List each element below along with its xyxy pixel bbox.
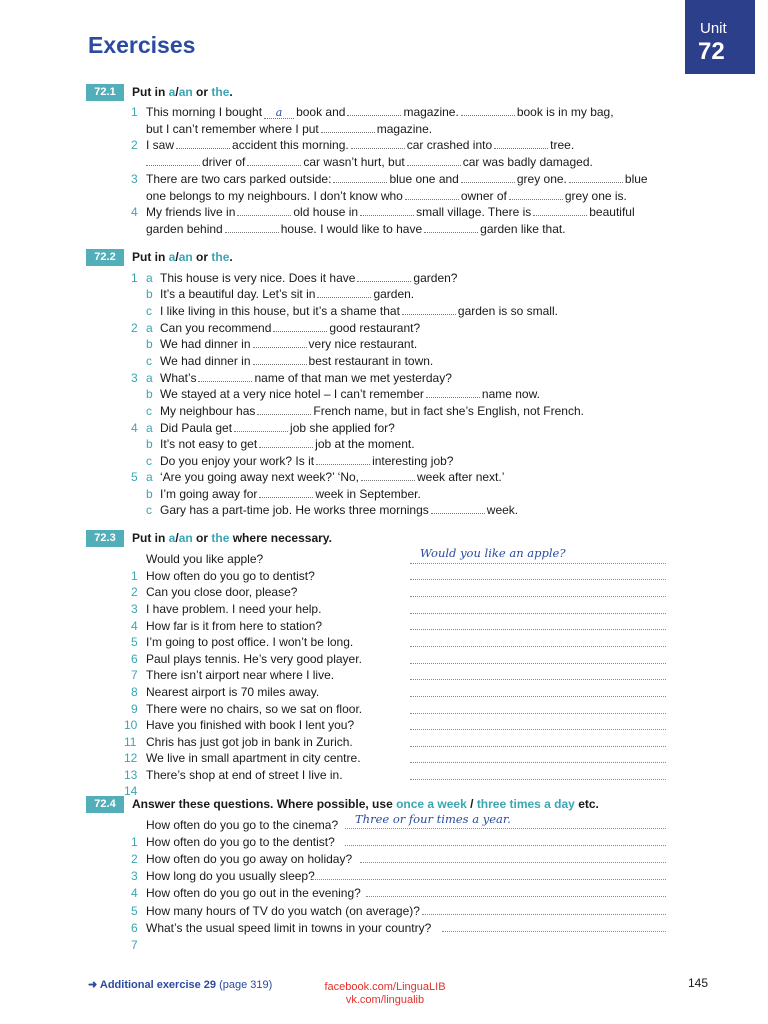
answer-line[interactable] <box>410 633 666 647</box>
exercise-line <box>146 172 648 187</box>
answer-blank[interactable] <box>333 172 387 183</box>
item-letter: b <box>146 437 153 451</box>
question-text: What’s the usual speed limit in towns in your country? <box>146 921 432 935</box>
line-text: very nice restaurant. <box>308 337 418 351</box>
answer-blank[interactable] <box>253 337 307 348</box>
facebook-link[interactable]: facebook.com/LinguaLIB <box>324 981 446 993</box>
question-text: Can you close door, please? <box>146 585 298 599</box>
line-text: garden? <box>413 271 458 285</box>
line-text: Can you recommend <box>160 321 272 335</box>
unit-number: 72 <box>698 38 725 65</box>
line-text: It’s a beautiful day. Let’s sit in <box>160 287 316 301</box>
question-text: How often do you go out in the evening? <box>146 886 361 900</box>
line-text: best restaurant in town. <box>308 354 434 368</box>
exercise-line <box>160 487 421 502</box>
line-text: job she applied for? <box>290 421 395 435</box>
answer-line[interactable] <box>360 850 666 863</box>
item-number: 5 <box>131 635 138 649</box>
answer-blank[interactable] <box>351 138 405 149</box>
line-text: garden. <box>373 287 415 301</box>
answer-blank[interactable] <box>494 138 548 149</box>
line-text: book and <box>296 105 346 119</box>
line-text: garden is so small. <box>457 304 558 318</box>
answer-line[interactable] <box>442 919 666 932</box>
line-text: My friends live in <box>146 205 236 219</box>
line-text: I’m going away for <box>160 487 258 501</box>
exercise-line <box>160 404 584 419</box>
answer-blank[interactable] <box>461 105 515 116</box>
answer-blank[interactable] <box>317 287 371 298</box>
line-text: This morning I bought <box>146 105 263 119</box>
answer-blank[interactable] <box>146 155 200 166</box>
heading-text: / <box>175 250 179 264</box>
line-text: blue one and <box>389 172 459 186</box>
heading-text: where necessary. <box>229 531 332 545</box>
item-letter: c <box>146 454 152 468</box>
heading-highlight: an <box>178 250 193 264</box>
item-letter: a <box>146 271 153 285</box>
heading-text: . <box>229 250 233 264</box>
question-text: I’m going to post office. I won’t be long. <box>146 635 354 649</box>
answer-line[interactable] <box>410 733 666 747</box>
answer-blank[interactable] <box>407 155 461 166</box>
answer-blank[interactable]: a <box>264 108 294 119</box>
line-text: job at the moment. <box>315 437 415 451</box>
exercise-heading-72-3 <box>132 531 332 545</box>
line-text: week after next.’ <box>417 470 505 484</box>
heading-highlight: an <box>178 85 193 99</box>
item-number: 4 <box>131 205 138 219</box>
answer-blank[interactable] <box>234 421 288 432</box>
exercise-heading-72-1 <box>132 85 233 99</box>
additional-exercise-link[interactable] <box>88 978 272 991</box>
answer-line[interactable] <box>312 867 666 880</box>
line-text: ‘Are you going away next week?’ ‘No, <box>160 470 359 484</box>
example-question: Would you like apple? <box>146 552 264 566</box>
answer-blank[interactable] <box>361 470 415 481</box>
item-number: 2 <box>131 321 138 335</box>
item-number: 8 <box>131 685 138 699</box>
question-text: Nearest airport is 70 miles away. <box>146 685 320 699</box>
heading-text: . <box>229 85 233 99</box>
answer-blank[interactable] <box>253 354 307 365</box>
line-text: week in September. <box>315 487 421 501</box>
answer-blank[interactable] <box>426 387 480 398</box>
line-text: I like living in this house, but it’s a shame that <box>160 304 400 318</box>
watermark-links <box>300 981 470 1007</box>
exercise-line <box>160 321 420 336</box>
item-number: 13 <box>124 768 138 782</box>
line-text: book is in my bag, <box>516 105 614 119</box>
exercise-line <box>160 470 504 485</box>
item-number: 3 <box>131 602 138 616</box>
heading-text: / <box>175 531 179 545</box>
answer-blank[interactable] <box>569 172 623 183</box>
exercise-line <box>146 105 614 120</box>
answer-line[interactable] <box>345 812 666 829</box>
item-number: 4 <box>131 619 138 633</box>
item-letter: b <box>146 287 153 301</box>
question-text: How often do you go to the dentist? <box>146 835 335 849</box>
heading-text: or <box>192 531 212 545</box>
item-number: 10 <box>124 718 138 732</box>
question-text: We live in small apartment in city centre. <box>146 751 361 765</box>
line-text: magazine. <box>376 122 433 136</box>
item-number: 3 <box>131 172 138 186</box>
example-question: How often do you go to the cinema? <box>146 818 339 832</box>
answer-line[interactable] <box>410 566 666 580</box>
exercise-line <box>160 337 417 352</box>
item-letter: a <box>146 321 153 335</box>
exercise-line <box>160 371 452 386</box>
question-text: How often do you go to dentist? <box>146 569 315 583</box>
exercise-badge-72-1: 72.1 <box>86 84 124 101</box>
answer-line[interactable] <box>410 666 666 680</box>
item-number: 3 <box>131 869 138 883</box>
heading-text: or <box>192 250 212 264</box>
answer-line[interactable] <box>410 616 666 630</box>
answer-blank[interactable] <box>257 404 311 415</box>
answer-blank[interactable] <box>431 503 485 514</box>
line-text: This house is very nice. Does it have <box>160 271 356 285</box>
item-number: 7 <box>131 938 138 952</box>
heading-highlight: an <box>178 531 193 545</box>
answer-blank[interactable] <box>424 222 478 233</box>
heading-highlight: a <box>168 531 176 545</box>
item-letter: c <box>146 503 152 517</box>
question-text: Chris has just got job in bank in Zurich. <box>146 735 353 749</box>
item-number: 7 <box>131 668 138 682</box>
line-text: driver of <box>202 155 246 169</box>
answer-blank[interactable] <box>273 321 327 332</box>
item-number: 14 <box>124 784 138 798</box>
answer-line[interactable] <box>410 546 666 564</box>
line-text: interesting job? <box>372 454 454 468</box>
line-text: Do you enjoy your work? Is it <box>160 454 315 468</box>
item-number: 4 <box>131 886 138 900</box>
exercise-line <box>146 189 627 204</box>
line-text: My neighbour has <box>160 404 256 418</box>
exercise-line <box>146 222 566 237</box>
exercise-badge-72-2: 72.2 <box>86 249 124 266</box>
answer-blank[interactable] <box>347 105 401 116</box>
answer-blank[interactable] <box>405 189 459 200</box>
item-number: 4 <box>131 421 138 435</box>
item-letter: a <box>146 470 153 484</box>
answer-line[interactable] <box>410 766 666 780</box>
answer-blank[interactable] <box>509 189 563 200</box>
item-letter: a <box>146 371 153 385</box>
question-text: How often do you go away on holiday? <box>146 852 353 866</box>
heading-highlight: the <box>211 531 230 545</box>
line-text: grey one is. <box>564 189 627 203</box>
line-text: We had dinner in <box>160 354 251 368</box>
page-title: Exercises <box>88 32 196 58</box>
item-number: 1 <box>131 569 138 583</box>
answer-blank[interactable] <box>533 205 587 216</box>
exercise-badge-72-3: 72.3 <box>86 530 124 547</box>
question-text: How long do you usually sleep? <box>146 869 315 883</box>
heading-text: / <box>175 85 179 99</box>
item-letter: c <box>146 304 152 318</box>
item-number: 12 <box>124 751 138 765</box>
answer-blank[interactable] <box>402 304 456 315</box>
item-letter: b <box>146 487 153 501</box>
line-text: garden behind <box>146 222 223 236</box>
line-text: one belongs to my neighbours. I don’t know who <box>146 189 403 203</box>
line-text: I saw <box>146 138 175 152</box>
example-answer: Would you like an apple? <box>420 546 566 560</box>
exercise-line <box>146 138 574 153</box>
line-text: beautiful <box>589 205 635 219</box>
line-text: There are two cars parked outside: <box>146 172 332 186</box>
page-reference: (page 319) <box>219 979 273 991</box>
exercise-line <box>160 503 518 518</box>
item-number: 6 <box>131 921 138 935</box>
line-text: car was badly damaged. <box>462 155 593 169</box>
exercise-line <box>146 155 593 170</box>
answer-line[interactable] <box>410 650 666 664</box>
line-text: car wasn’t hurt, but <box>303 155 405 169</box>
line-text: Did Paula get <box>160 421 233 435</box>
line-text: good restaurant? <box>329 321 421 335</box>
line-text: We stayed at a very nice hotel – I can’t remember <box>160 387 424 401</box>
exercise-line <box>160 454 453 469</box>
item-number: 3 <box>131 371 138 385</box>
answer-blank[interactable] <box>316 454 370 465</box>
answer-blank[interactable] <box>357 271 411 282</box>
answer-blank[interactable] <box>321 122 375 133</box>
item-number: 11 <box>124 735 137 749</box>
question-text: Paul plays tennis. He’s very good player. <box>146 652 362 666</box>
line-text: house. I would like to have <box>280 222 423 236</box>
line-text: Gary has a part-time job. He works three mornings <box>160 503 429 517</box>
answer-line[interactable] <box>410 600 666 614</box>
line-text: What’s <box>160 371 197 385</box>
item-letter: a <box>146 421 153 435</box>
exercise-line <box>160 287 414 302</box>
question-text: There’s shop at end of street I live in. <box>146 768 343 782</box>
answer-line[interactable] <box>410 683 666 697</box>
question-text: There were no chairs, so we sat on floor. <box>146 702 363 716</box>
line-text: blue <box>624 172 648 186</box>
answer-line[interactable] <box>410 700 666 714</box>
question-text: Have you finished with book I lent you? <box>146 718 355 732</box>
line-text: accident this morning. <box>232 138 349 152</box>
exercise-line <box>146 205 635 220</box>
question-text: How far is it from here to station? <box>146 619 323 633</box>
item-number: 2 <box>131 138 138 152</box>
answer-blank[interactable] <box>225 222 279 233</box>
item-number: 5 <box>131 470 138 484</box>
exercise-badge-72-4: 72.4 <box>86 796 124 813</box>
line-text: tree. <box>550 138 575 152</box>
exercise-line <box>160 304 558 319</box>
line-text: car crashed into <box>406 138 493 152</box>
answer-blank[interactable] <box>259 487 313 498</box>
item-number: 9 <box>131 702 138 716</box>
item-letter: c <box>146 404 152 418</box>
item-number: 6 <box>131 652 138 666</box>
heading-text: / <box>466 797 477 811</box>
answer-line[interactable] <box>410 583 666 597</box>
item-number: 2 <box>131 585 138 599</box>
item-number: 1 <box>131 271 138 285</box>
line-text: It’s not easy to get <box>160 437 258 451</box>
example-answer: Three or four times a year. <box>355 812 511 826</box>
item-number: 5 <box>131 904 138 918</box>
heading-text: Put in <box>132 85 169 99</box>
line-text: magazine. <box>403 105 459 119</box>
item-number: 1 <box>131 835 138 849</box>
unit-label: Unit <box>700 20 727 37</box>
page-number: 145 <box>688 976 709 990</box>
heading-text: Put in <box>132 250 169 264</box>
heading-highlight: once a week <box>396 797 467 811</box>
line-text: old house in <box>293 205 359 219</box>
exercise-line <box>160 437 415 452</box>
heading-highlight: a <box>168 85 176 99</box>
line-text: small village. There is <box>416 205 532 219</box>
heading-text: or <box>192 85 212 99</box>
question-text: I have problem. I need your help. <box>146 602 322 616</box>
answer-line[interactable] <box>422 902 666 915</box>
line-text: but I can’t remember where I put <box>146 122 319 136</box>
answer-blank[interactable] <box>198 371 252 382</box>
heading-highlight: the <box>211 85 230 99</box>
heading-highlight: the <box>211 250 230 264</box>
question-text: How many hours of TV do you watch (on average)? <box>146 904 420 918</box>
heading-text: Answer these questions. Where possible, use <box>132 797 397 811</box>
exercise-line <box>146 122 432 137</box>
item-letter: b <box>146 337 153 351</box>
answer-blank[interactable] <box>176 138 230 149</box>
item-number: 1 <box>131 105 138 119</box>
item-number: 2 <box>131 852 138 866</box>
line-text: garden like that. <box>480 222 566 236</box>
line-text: name of that man we met yesterday? <box>254 371 452 385</box>
heading-highlight: a <box>168 250 176 264</box>
answer-line[interactable] <box>366 884 666 897</box>
answer-line[interactable] <box>410 716 666 730</box>
heading-highlight: three times a day <box>476 797 575 811</box>
exercise-line <box>160 421 395 436</box>
exercise-heading-72-2 <box>132 250 233 264</box>
answer-blank[interactable] <box>259 437 313 448</box>
answer-blank[interactable] <box>247 155 301 166</box>
unit-tab <box>685 0 755 74</box>
heading-text: Put in <box>132 531 169 545</box>
line-text: week. <box>486 503 519 517</box>
line-text: grey one. <box>516 172 567 186</box>
exercise-line <box>160 354 433 369</box>
arrow-icon: ➜ <box>88 979 98 991</box>
question-text: There isn’t airport near where I live. <box>146 668 335 682</box>
answer-blank[interactable] <box>461 172 515 183</box>
line-text: We had dinner in <box>160 337 251 351</box>
item-letter: c <box>146 354 152 368</box>
line-text: owner of <box>460 189 507 203</box>
exercise-line <box>160 271 457 286</box>
line-text: French name, but in fact she’s English, not French. <box>313 404 584 418</box>
heading-text: etc. <box>574 797 599 811</box>
answer-line[interactable] <box>345 833 666 846</box>
answer-blank[interactable] <box>237 205 291 216</box>
line-text: name now. <box>481 387 540 401</box>
vk-link[interactable]: vk.com/lingualib <box>345 994 425 1006</box>
item-letter: b <box>146 387 153 401</box>
exercise-heading-72-4 <box>132 797 599 811</box>
exercise-line <box>160 387 540 402</box>
additional-exercise-label: Additional exercise 29 <box>99 979 217 991</box>
answer-line[interactable] <box>410 749 666 763</box>
answer-blank[interactable] <box>360 205 414 216</box>
